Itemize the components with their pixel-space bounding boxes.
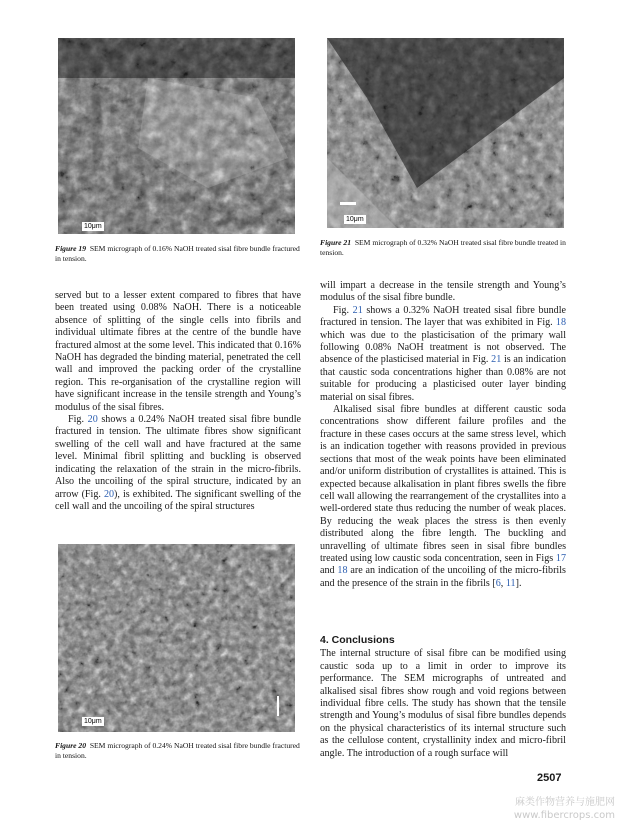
right-paragraph-1: will impart a decrease in the tensile strength and Young’s modulus of the sisal fibre bundle. [320,280,566,304]
figure-17-link[interactable]: 17 [555,552,566,564]
figure-18-link[interactable]: 18 [555,317,566,329]
watermark [470,796,615,822]
figure-21-caption-text: SEM micrograph of 0.32% NaOH treated sisal fibre bundle treated in tension. [320,238,566,257]
figure-18-link[interactable]: 18 [337,565,348,577]
right-column [320,280,566,590]
right-paragraph-3: Alkalised sisal fibre bundles at different caustic soda concentrations show different failure profiles and the fracture in these cases occurs at the same stress level, which is an indication together with reasons provided in previous sections that most of the weak points have been eliminated and/or uniform distribution of crystallites is attained. This is expected because alkalisation in plant fibres swells the fibre cell wall allowing the rearrangement of the crystallites into a well-ordered state thus reducing the number of weak places. By reducing the weak places the stress is then evenly distributed along the fibre length. The buckling and unravelling of ultimate fibres seen in sisal fibre bundles treated using low caustic soda concentration, seen in Figs 17 and 18 are an indication of the uncoiling of the micro-fibrils and the presence of the strain in the fibrils [6, 11]. [320,404,566,589]
figure-21-link[interactable]: 21 [491,354,502,366]
figure-19-caption [55,244,305,264]
figure-19-caption-text: SEM micrograph of 0.16% NaOH treated sisal fibre bundle fractured in tension. [55,244,300,263]
conclusions-paragraph: The internal structure of sisal fibre can be modified using caustic soda up to a limit in order to improve its performance. The SEM micrographs of untreated and alkalised sisal fibres show rough and void regions between individual fibre cells. The study has shown that the tensile strength and Young’s modulus of sisal fibre bundles depends on the physical characteristics of its internal structure such as the cellulose content, crystallinity index and micro-fibril angle. The introduction of a rough surface will [320,648,566,759]
section-heading: 4. Conclusions [320,634,395,646]
figure-21-caption [320,238,570,258]
figure-21-link[interactable]: 21 [352,304,363,316]
figure-20-link[interactable]: 20 [87,414,98,426]
figure-20-image [58,544,295,732]
figure-21-image [327,38,564,228]
citation-6-link[interactable]: 6 [495,577,501,589]
watermark-line-2: www.fibercrops.com [513,810,615,821]
figure-19-label: Figure 19 [55,244,87,253]
watermark-line-1: 麻类作物营养与施肥网 [515,797,615,808]
citation-11-link[interactable]: 11 [505,577,516,589]
right-paragraph-2: Fig. 21 shows a 0.32% NaOH treated sisal fibre bundle fractured in tension. The layer that was exhibited in Fig. 18 which was due to the plasticisation of the primary wall following 0.08% NaOH treatment is not observed. The absence of the plasticised material in Fig. 21 is an indication that caustic soda concentrations higher than 0.08% are not suitable for producing a plasticised outer layer binding material on sisal fibres. [320,304,566,403]
figure-20-caption [55,741,305,761]
left-paragraph-1: served but to a lesser extent compared to fibres that have been treated using 0.08% NaOH. There is a noticeable absence of splitting of the single cells into fibrils and individual ultimate fibres at the centre of the bundle have fractured almost at the some level. This indicated that 0.16% NaOH has degraded the binding material, penetrated the cell wall and improved the packing order of the crystalline region. This re-organisation of the crystalline region will have significant increase in the tensile strength and Young’s modulus of the sisal fibres. [55,290,301,413]
left-column [55,290,301,513]
left-paragraph-2: Fig. 20 shows a 0.24% NaOH treated sisal fibre bundle fractured in tension. The ultimate fibres show significant swelling of the cell wall and have fractured at the same level. Minimal fibril splitting and buckling is observed indicating the relaxation of the strain in the micro-fibrils. Also the uncoiling of the spiral structure, indicated by an arrow (Fig. 20), is exhibited. The significant swelling of the cell wall and the uncoiling of the spiral structures [55,414,301,512]
figure-19-scale-bar: 10μm [84,223,102,230]
figure-20-caption-text: SEM micrograph of 0.24% NaOH treated sisal fibre bundle fractured in tension. [55,741,300,760]
figure-21-scale-line [340,202,356,205]
figure-21-scale-bar: 10μm [346,216,364,223]
figure-20-scale-bar: 10μm [84,718,102,725]
figure-21-label: Figure 21 [320,238,352,247]
page-number: 2507 [537,772,562,784]
figure-20-label: Figure 20 [55,741,87,750]
figure-19-image [58,38,295,234]
conclusions-section [320,634,566,760]
figure-20-link[interactable]: 20 [103,488,115,500]
